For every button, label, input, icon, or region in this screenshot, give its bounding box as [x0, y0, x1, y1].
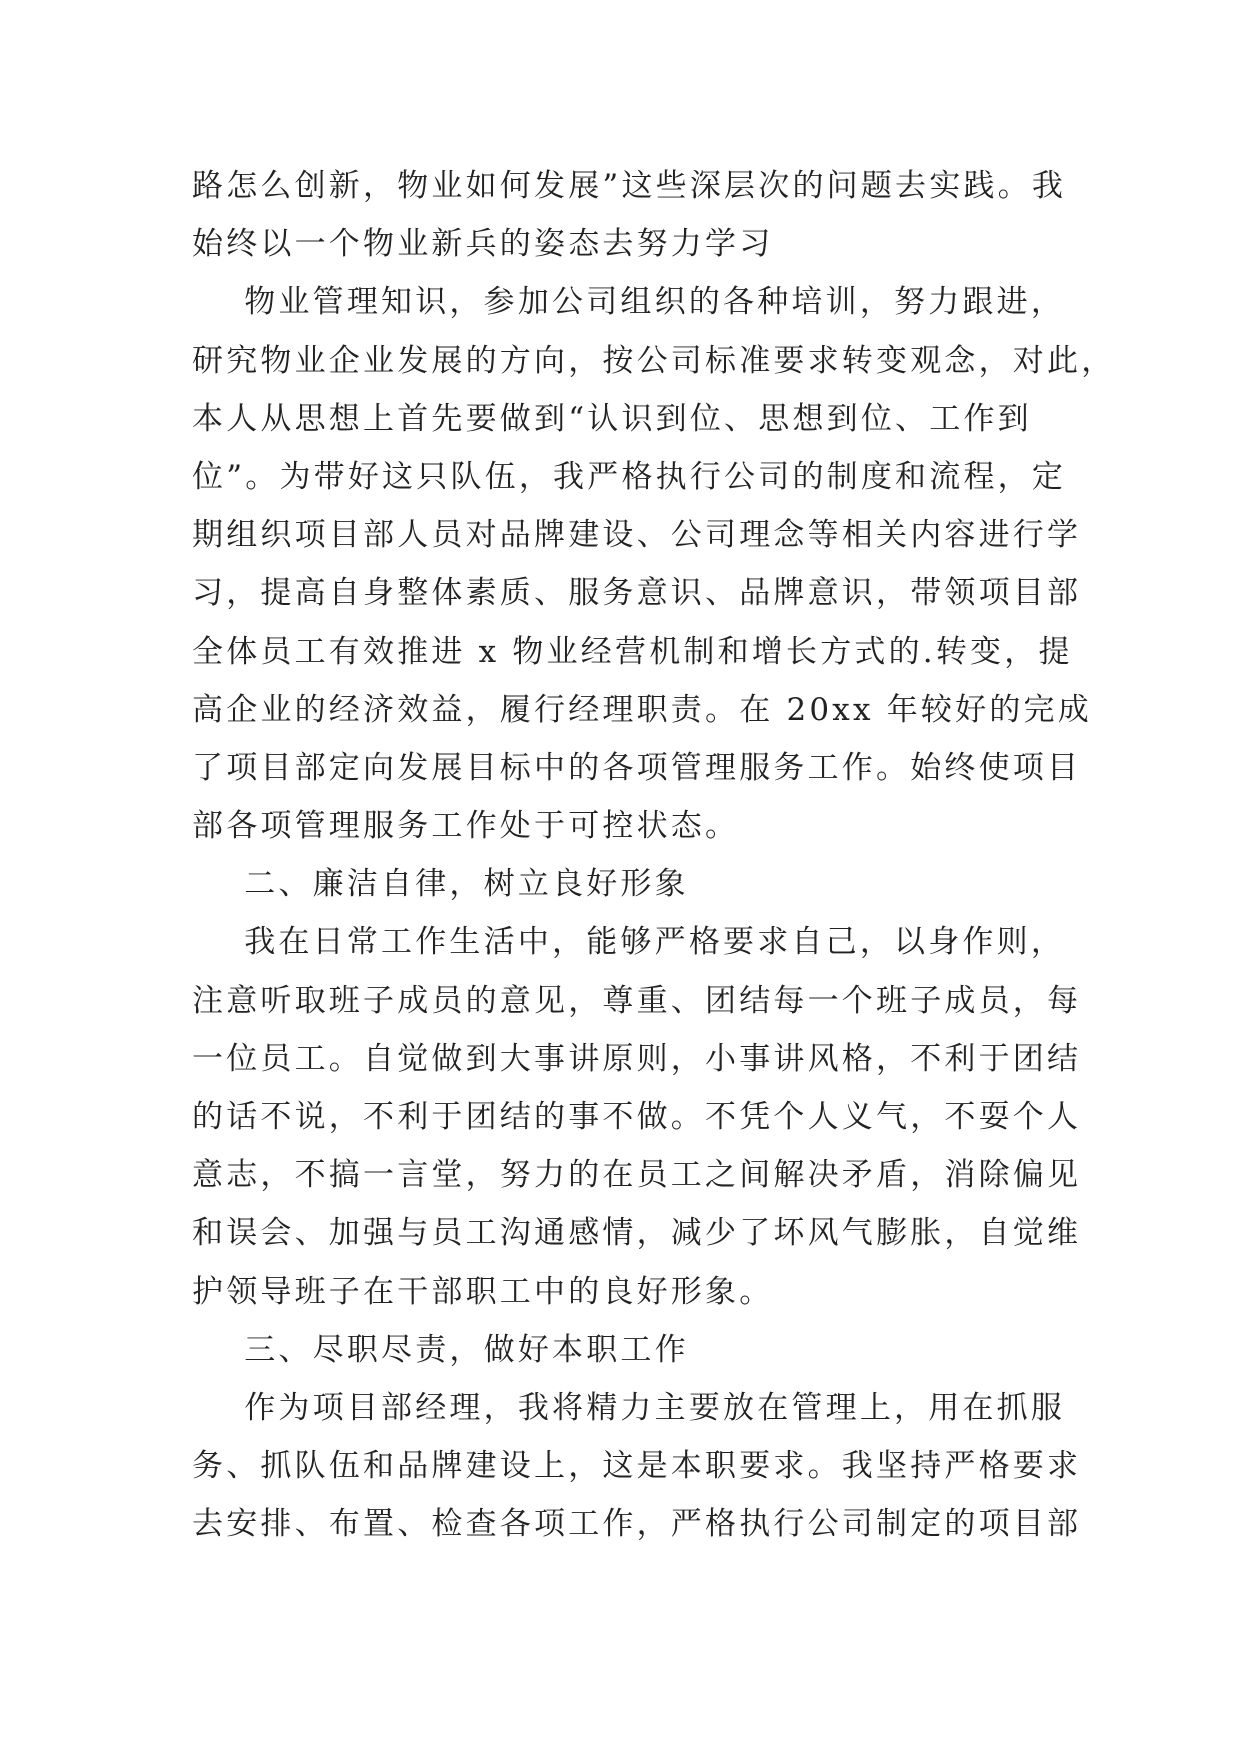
- text-line: 物业管理知识，参加公司组织的各种培训，努力跟进，: [192, 284, 1066, 321]
- text-line: 部各项管理服务工作处于可控状态。: [192, 808, 740, 845]
- text-line: 高企业的经济效益，履行经理职责。在 20xx 年较好的完成: [192, 691, 1092, 728]
- text-line: 注意听取班子成员的意见，尊重、团结每一个班子成员，每: [192, 982, 1082, 1019]
- text-line: 我在日常工作生活中，能够严格要求自己，以身作则，: [192, 924, 1066, 961]
- text-line: 期组织项目部人员对品牌建设、公司理念等相关内容进行学: [192, 517, 1082, 554]
- text-line: 位”。为带好这只队伍，我严格执行公司的制度和流程，定: [192, 458, 1067, 495]
- text-line: 和误会、加强与员工沟通感情，减少了坏风气膨胀，自觉维: [192, 1215, 1082, 1252]
- text-line: 始终以一个物业新兵的姿态去努力学习: [192, 226, 774, 263]
- text-line: 路怎么创新，物业如何发展”这些深层次的问题去实践。我: [192, 168, 1067, 204]
- text-line: 本人从思想上首先要做到“认识到位、思想到位、工作到: [192, 400, 1032, 437]
- text-line: 去安排、布置、检查各项工作，严格执行公司制定的项目部: [192, 1506, 1082, 1543]
- text-line: 了项目部定向发展目标中的各项管理服务工作。始终使项目: [192, 749, 1082, 786]
- text-line: 作为项目部经理，我将精力主要放在管理上，用在抓服: [192, 1389, 1066, 1426]
- section-heading: 三、尽职尽责，做好本职工作: [192, 1331, 689, 1368]
- text-line: 护领导班子在干部职工中的良好形象。: [192, 1273, 774, 1310]
- text-line: 一位员工。自觉做到大事讲原则，小事讲风格，不利于团结: [192, 1040, 1082, 1077]
- document-body: [192, 157, 1116, 1554]
- text-line: 全体员工有效推进 x 物业经营机制和增长方式的.转变，提: [192, 633, 1073, 670]
- text-line: 习，提高自身整体素质、服务意识、品牌意识，带领项目部: [192, 575, 1082, 612]
- text-line: 研究物业企业发展的方向，按公司标准要求转变观念，对此，: [192, 342, 1116, 379]
- text-line: 的话不说，不利于团结的事不做。不凭个人义气，不耍个人: [192, 1099, 1082, 1135]
- section-heading: 二、廉洁自律，树立良好形象: [192, 866, 689, 903]
- text-line: 务、抓队伍和品牌建设上，这是本职要求。我坚持严格要求: [192, 1448, 1082, 1485]
- text-line: 意志，不搞一言堂，努力的在员工之间解决矛盾，消除偏见: [192, 1157, 1082, 1194]
